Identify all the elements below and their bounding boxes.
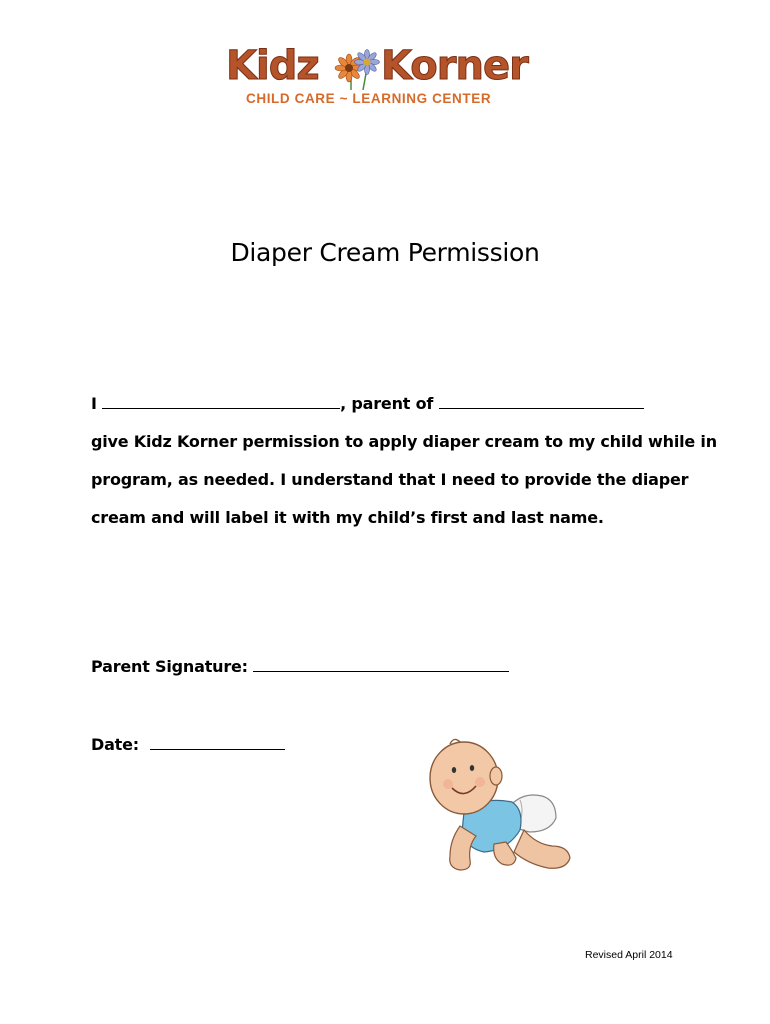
permission-line-1 xyxy=(91,394,644,413)
permission-line-2: give Kidz Korner permission to apply diaper cream to my child while in xyxy=(91,432,717,451)
line1-middle: , parent of xyxy=(340,394,434,413)
date-row xyxy=(91,735,285,754)
kidz-korner-logo xyxy=(222,44,552,114)
document-title: Diaper Cream Permission xyxy=(230,238,540,267)
logo-word-korner: Korner xyxy=(381,43,528,89)
flower-icon xyxy=(329,46,381,90)
line1-prefix: I xyxy=(91,394,97,413)
permission-line-3: program, as needed. I understand that I need to provide the diaper xyxy=(91,470,689,489)
logo-word-kidz: Kidz xyxy=(226,43,319,89)
crawling-baby-icon xyxy=(420,734,580,884)
parent-name-blank[interactable] xyxy=(102,394,340,409)
signature-blank[interactable] xyxy=(253,657,509,672)
logo-tagline: CHILD CARE ~ LEARNING CENTER xyxy=(246,91,492,106)
signature-label: Parent Signature: xyxy=(91,657,248,676)
permission-line-4: cream and will label it with my child’s first and last name. xyxy=(91,508,604,527)
revision-note: Revised April 2014 xyxy=(585,949,673,961)
signature-row xyxy=(91,657,509,676)
date-label: Date: xyxy=(91,735,139,754)
date-blank[interactable] xyxy=(150,735,285,750)
child-name-blank[interactable] xyxy=(439,394,644,409)
